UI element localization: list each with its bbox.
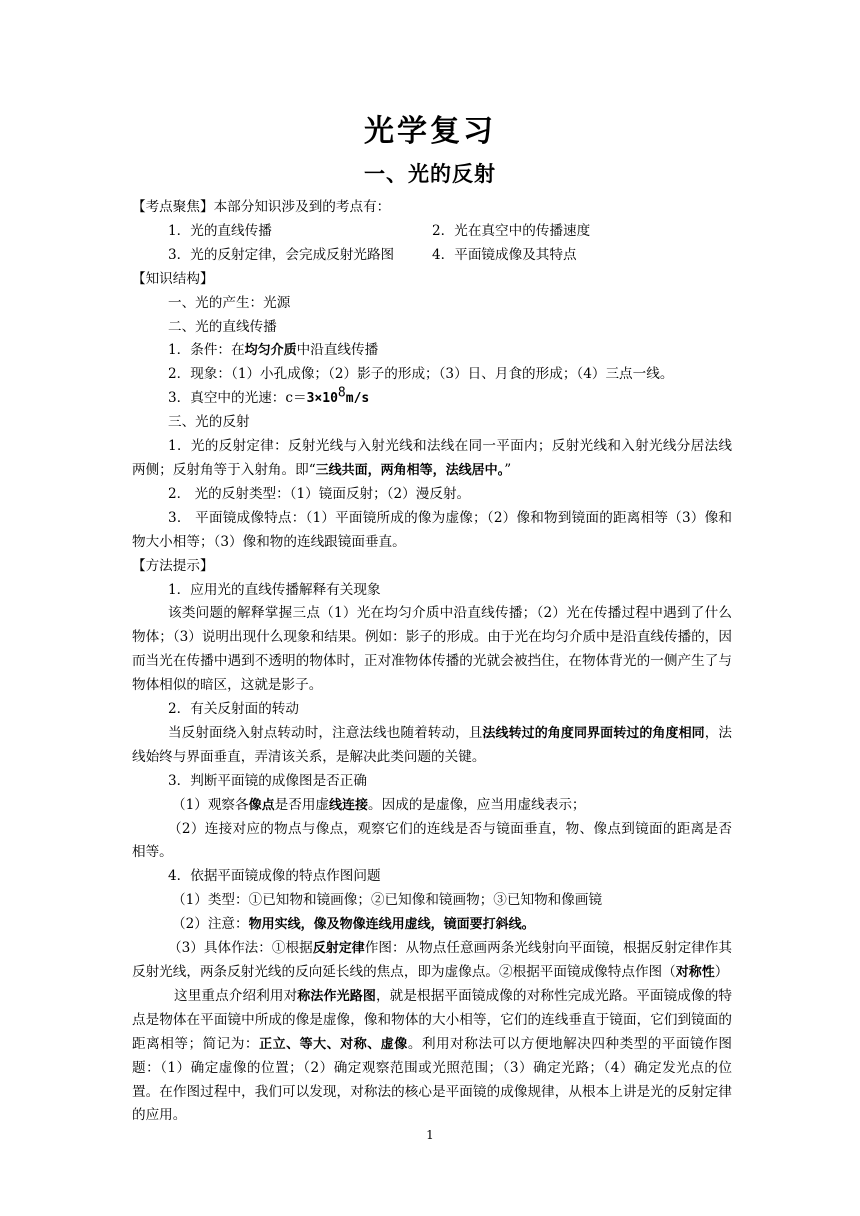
page-number: 1 [426, 1128, 434, 1142]
method-item-3-2: （2）连接对应的物点与像点，观察它们的连线是否与镜面垂直，物、像点到镜面的距离是否相等。 [132, 820, 732, 861]
method-item-4: 4．依据平面镜成像的特点作图问题 [168, 868, 381, 885]
focus-row-1 [132, 220, 732, 244]
bold-text: 均匀介质 [244, 343, 297, 359]
bold-text: 三线共面，两角相等，法线居中。 [315, 462, 505, 478]
method-item-2: 2．有关反射面的转动 [168, 701, 299, 718]
bold-text: 线连接 [329, 797, 369, 813]
structure-item-2-3: 3．真空中的光速：$c=3\times 10^8m/s$ [168, 385, 370, 407]
page-title: 光学复习 [364, 114, 496, 149]
method-item-4-2: （2）注意：物用实线，像及物像连线用虚线，镜面要打斜线。 [172, 916, 535, 933]
structure-item-3-1: 1．光的反射定律：反射光线与入射光线和法线在同一平面内；反射光线和入射光线分居法线两侧；反射角等于入射角。即“三线共面，两角相等，法线居中。” [132, 438, 732, 478]
bold-text: 物用实线，像及物像连线用虚线，镜面要打斜线。 [248, 917, 535, 933]
structure-item-2: 二、光的直线传播 [168, 318, 277, 335]
method-item-1: 1．应用光的直线传播解释有关现象 [168, 581, 381, 598]
light-speed-unit: m/s [345, 391, 370, 407]
focus-item-3: 3．光的反射定律，会完成反射光路图 [168, 246, 395, 263]
focus-intro: 本部分知识涉及到的考点有： [213, 199, 391, 215]
bold-text: 称法作光路图 [297, 988, 376, 1004]
focus-heading [132, 196, 732, 220]
bold-text: 法线转过的角度同界面转过的角度相同 [482, 725, 705, 741]
method-paragraph-2: 当反射面绕入射点转动时，注意法线也随着转动，且法线转过的角度同界面转过的角度相同，法线始终与界面垂直，弄清该关系，是解决此类问题的关键。 [132, 724, 732, 765]
structure-item-3-2: 2． 光的反射类型：（1）镜面反射；（2）漫反射。 [168, 485, 471, 502]
focus-tag: 【考点聚焦】 [132, 199, 214, 215]
focus-item-4: 4．平面镜成像及其特点 [432, 246, 577, 263]
section-title: 一、光的反射 [364, 162, 496, 186]
structure-item-3: 三、光的反射 [168, 414, 250, 431]
method-item-3-1: （1）观察各像点是否用虚线连接。因成的是虚像，应当用虚线表示； [172, 796, 586, 813]
structure-item-2-1: 1．条件：在均匀介质中沿直线传播 [168, 342, 379, 359]
method-paragraph-5: 这里重点介绍利用对称法作光路图，就是根据平面镜成像的对称性完成光路。平面镜成像的特点是物体在平面镜中所成的像是虚像，像和物体的大小相等，它们的连线垂直于镜面，它们到镜面的距离相等；简记为：正立、等大、对称、虚像。利用对称法可以方便地解决四种类型的平面镜作图题：（1）确定虚像的位置；（2）确定观察范围或光照范围；（3）确定光路；（4）确定发光点的位置。在作图过程中，我们可以发现，对称法的核心是平面镜的成像规律，从根本上讲是光的反射定律的应用。 [132, 987, 733, 1124]
bold-text: 正立、等大、对称、虚像 [259, 1036, 408, 1052]
method-item-4-1: （1）类型：①已知物和镜画像；②已知像和镜画物；③已知物和像画镜 [172, 892, 603, 909]
focus-item-2: 2．光在真空中的传播速度 [432, 222, 591, 239]
bold-text: 对称性 [675, 965, 715, 980]
method-item-3: 3．判断平面镜的成像图是否正确 [168, 772, 367, 789]
exponent: 8 [337, 385, 346, 401]
method-heading: 【方法提示】 [132, 557, 214, 574]
bold-text: 反射定律 [312, 941, 365, 957]
focus-item-1: 1．光的直线传播 [168, 222, 272, 239]
structure-item-1: 一、光的产生：光源 [168, 294, 291, 311]
light-speed-value: 3×10 [306, 391, 338, 407]
method-paragraph-1: 该类问题的解释掌握三点（1）光在均匀介质中沿直线传播；（2）光在传播过程中遇到了什么物体；（3）说明出现什么现象和结果。例如：影子的形成。由于光在均匀介质中是沿直线传播的，因而当光在传播中遇到不透明的物体时，正对准物体传播的光就会被挡住，在物体背光的一侧产生了与物体相似的暗区，这就是影子。 [132, 605, 732, 694]
bold-text: 像点 [248, 797, 275, 813]
structure-item-2-2: 2．现象：（1）小孔成像；（2）影子的形成；（3）日、月食的形成；（4）三点一线。 [168, 366, 674, 383]
structure-item-3-3: 3． 平面镜成像特点：（1）平面镜所成的像为虚像；（2）像和物到镜面的距离相等（3）像和物大小相等；（3）像和物的连线跟镜面垂直。 [132, 509, 732, 550]
focus-row-2 [132, 244, 732, 268]
document-body [132, 196, 732, 1128]
structure-heading: 【知识结构】 [132, 270, 214, 287]
method-item-4-3: （3）具体作法：①根据反射定律作图：从物点任意画两条光线射向平面镜，根据反射定律作其反射光线，两条反射光线的反向延长线的焦点，即为虚像点。②根据平面镜成像特点作图（对称性） [132, 940, 732, 980]
